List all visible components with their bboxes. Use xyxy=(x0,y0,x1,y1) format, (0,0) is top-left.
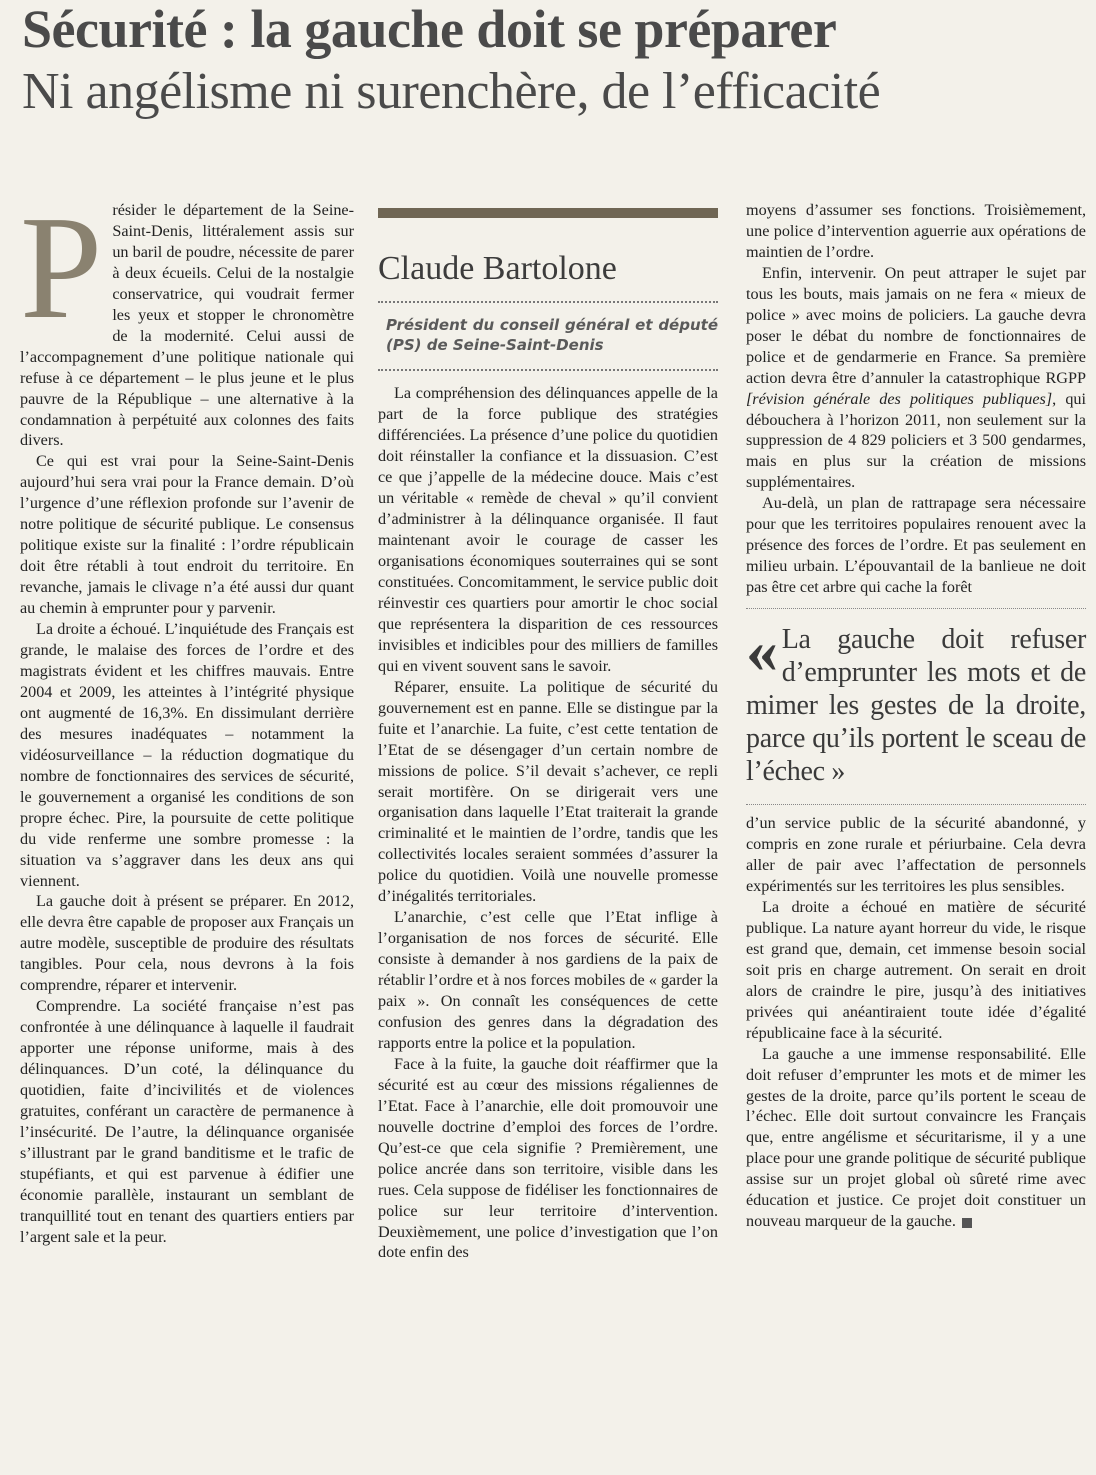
dropcap: P xyxy=(20,186,103,350)
paragraph-italic: [révision générale des politiques publiques] xyxy=(746,389,1053,408)
paragraph: résider le département de la Seine-Saint-Denis, littéralement assis sur un baril de poudre, nécessite de parer à deux écueils. Celui de la nostalgie conservatrice, qui voudrait fermer les yeux et stopper le chronomètre de la modernité. Celui aussi de l’accompagnement d’une politique nationale qui refuse à ce département – le plus jeune et le plus pauvre de la République – une alternative à la condamnation à perpétuité aux colonnes des faits divers. xyxy=(20,201,354,450)
paragraph: Face à la fuite, la gauche doit réaffirmer que la sécurité est au cœur des missions régaliennes de l’Etat. Face à l’anarchie, elle doit promouvoir une nouvelle doctrine d’emploi des forces de l’ordre. Qu’est-ce que cela signifie ? Premièrement, une police ancrée dans son territoire, visible dans les rues. Cela suppose de fidéliser les fonctionnaires de police sur leur territoire d’intervention. Deuxièmement, une police d’investigation que l’on dote enfin des xyxy=(378,1054,718,1262)
author-role: Président du conseil général et député (PS) de Seine-Saint-Denis xyxy=(386,316,718,355)
paragraph: La compréhension des délinquances appelle de la part de la force publique des stratégies différenciées. La présence d’une police du quotidien doit réinstaller la confiance et la dissuasion. C’est ce que j’appelle de la médecine douce. Mais c’est un véritable « remède de cheval » qu’il convient d’administrer à la délinquance organisée. Il faut maintenant avoir le courage de casser les organisations économiques souterraines qui se sont constituées. Concomitamment, le service public doit réinvestir ces quartiers pour amortir le choc social que représentera la disparition de ces ressources invisibles et indicibles pour des milliers de familles qui en vivent souvent sans le savoir. xyxy=(378,384,718,675)
paragraph: d’un service public de la sécurité abandonné, y compris en zone rurale et périurbaine. Cela devra aller de pair avec l’affectation de personnels expérimentés sur les territoires les plus sensibles. xyxy=(746,814,1086,895)
paragraph: Réparer, ensuite. La politique de sécurité du gouvernement est en panne. Elle se distingue par la fuite et l’anarchie. La fuite, c’est cette tentation de l’Etat de se désengager d’un certain nombre de missions de police. S’il devait s’achever, ce repli serait mortifère. On se dirigerait vers une organisation dans laquelle l’Etat traiterait la grande criminalité et le maintien de l’ordre, tandis que les collectivités locales seraient sommées d’assurer la police du quotidien. Voilà une nouvelle promesse d’inégalités territoriales. xyxy=(378,677,718,906)
paragraph xyxy=(746,263,1086,493)
paragraph: L’anarchie, c’est celle que l’Etat inflige à l’organisation de nos forces de sécurité. Elle consiste à demander à nos gardiens de la paix de rétablir l’ordre et à nos forces mobiles de « garder la paix ». On connaît les conséquences de cette confusion des genres dans la dégradation des rapports entre la police et la population. xyxy=(378,908,718,1052)
headline-subtitle: Ni angélisme ni surenchère, de l’efficacité xyxy=(22,63,881,120)
headline xyxy=(22,2,1082,118)
article-column-1 xyxy=(20,186,354,1248)
paragraph: La droite a échoué en matière de sécurité publique. La nature ayant horreur du vide, le risque est grand que, demain, cet immense besoin social soit pris en charge autrement. On serait en droit alors de craindre le pire, jusqu’à des initiatives privées qui anéantiraient toute idée d’égalité républicaine face à la sécurité. xyxy=(746,897,1086,1042)
paragraph: Au-delà, un plan de rattrapage sera nécessaire pour que les territoires populaires renouent avec la présence des forces de l’ordre. Et pas seulement en milieu urbain. L’épouvantail de la banlieue ne doit pas être cet arbre qui cache la forêt xyxy=(746,494,1086,597)
paragraph: La droite a échoué. L’inquiétude des Français est grande, le malaise des forces de l’ordre et des magistrats évident et les chiffres mauvais. Entre 2004 et 2009, les atteintes à l’intégrité physique ont augmenté de 16,3%. En dissimulant derrière des mesures inadéquates – notamment la vidéosurveillance – la réduction dogmatique du nombre de fonctionnaires des services de sécurité, le gouvernement a organisé les conditions de son propre échec. Pire, la poursuite de cette politique du vide renferme une sombre promesse : la situation va s’aggraver dans les deux ans qui viennent. xyxy=(20,620,354,890)
paragraph xyxy=(746,1044,1086,1233)
divider xyxy=(378,301,718,303)
paragraph: La gauche doit à présent se préparer. En 2012, elle devra être capable de proposer aux Français un autre modèle, susceptible de produire des résultats tangibles. Pour cela, nous devrons à la fois comprendre, réparer et intervenir. xyxy=(20,892,354,995)
article-column-3 xyxy=(746,200,1086,1232)
pull-quote xyxy=(746,615,1086,788)
author-bar xyxy=(378,208,718,218)
headline-title: Sécurité : la gauche doit se préparer xyxy=(22,0,837,59)
author-name: Claude Bartolone xyxy=(378,250,617,287)
paragraph: Comprendre. La société française n’est pas confrontée à une délinquance à laquelle il faudrait apporter une réponse uniforme, mais à des délinquances. D’un coté, la délinquance du quotidien, faite d’incivilités et de violences gratuites, conférant un caractère de permanence à l’insécurité. De l’autre, la délinquance organisée s’illustrant par le grand banditisme et le trafic de stupéfiants, et qui est parvenue à édifier une économie parallèle, instaurant un semblant de tranquillité tout en tenant des quartiers entiers par l’argent sale et la peur. xyxy=(20,997,354,1246)
divider xyxy=(746,804,1086,805)
divider xyxy=(746,608,1086,609)
paragraph: moyens d’assumer ses fonctions. Troisièmement, une police d’intervention aguerrie aux opérations de maintien de l’ordre. xyxy=(746,201,1086,261)
article-column-2 xyxy=(378,208,718,1263)
end-mark-icon xyxy=(962,1218,972,1228)
paragraph: Ce qui est vrai pour la Seine-Saint-Denis aujourd’hui sera vrai pour la France demain. D’où l’urgence d’une réflexion profonde sur l’avenir de notre politique de sécurité publique. Le consensus politique existe sur la finalité : l’ordre républicain doit être rétabli à tout endroit du territoire. En revanche, jamais le clivage n’a été aussi dur quant au chemin à emprunter pour y parvenir. xyxy=(20,452,354,618)
paragraph-text: La gauche a une immense responsabilité. Elle doit refuser d’emprunter les mots et de mimer les gestes de la droite, parce qu’ils portent le sceau de l’échec. Elle doit surtout convaincre les Français que, entre angélisme et sécuritarisme, il y a une place pour une grande politique de sécurité publique assise sur un projet global où sûreté rime avec éducation et justice. Ce projet doit constituer un nouveau marqueur de la gauche. xyxy=(746,1044,1086,1231)
paragraph-text: , qui débouchera à l’horizon 2011, non seulement sur la suppression de 4 829 policiers et 3 500 gendarmes, mais en plus sur la création de missions supplémentaires. xyxy=(746,389,1087,492)
quote-mark-icon: « xyxy=(746,615,778,687)
pull-quote-text: La gauche doit refuser d’emprunter les mots et de mimer les gestes de la droite, parce qu’ils portent le sceau de l’échec » xyxy=(746,624,1086,788)
divider xyxy=(378,369,718,371)
paragraph-text: Enfin, intervenir. On peut attraper le sujet par tous les bouts, mais jamais on ne fera « mieux de police » avec moins de policiers. La gauche devra poser le débat du nombre de fonctionnaires de police et de gendarmerie en France. Sa première action devra être d’annuler la catastrophique RGPP xyxy=(746,263,1086,387)
